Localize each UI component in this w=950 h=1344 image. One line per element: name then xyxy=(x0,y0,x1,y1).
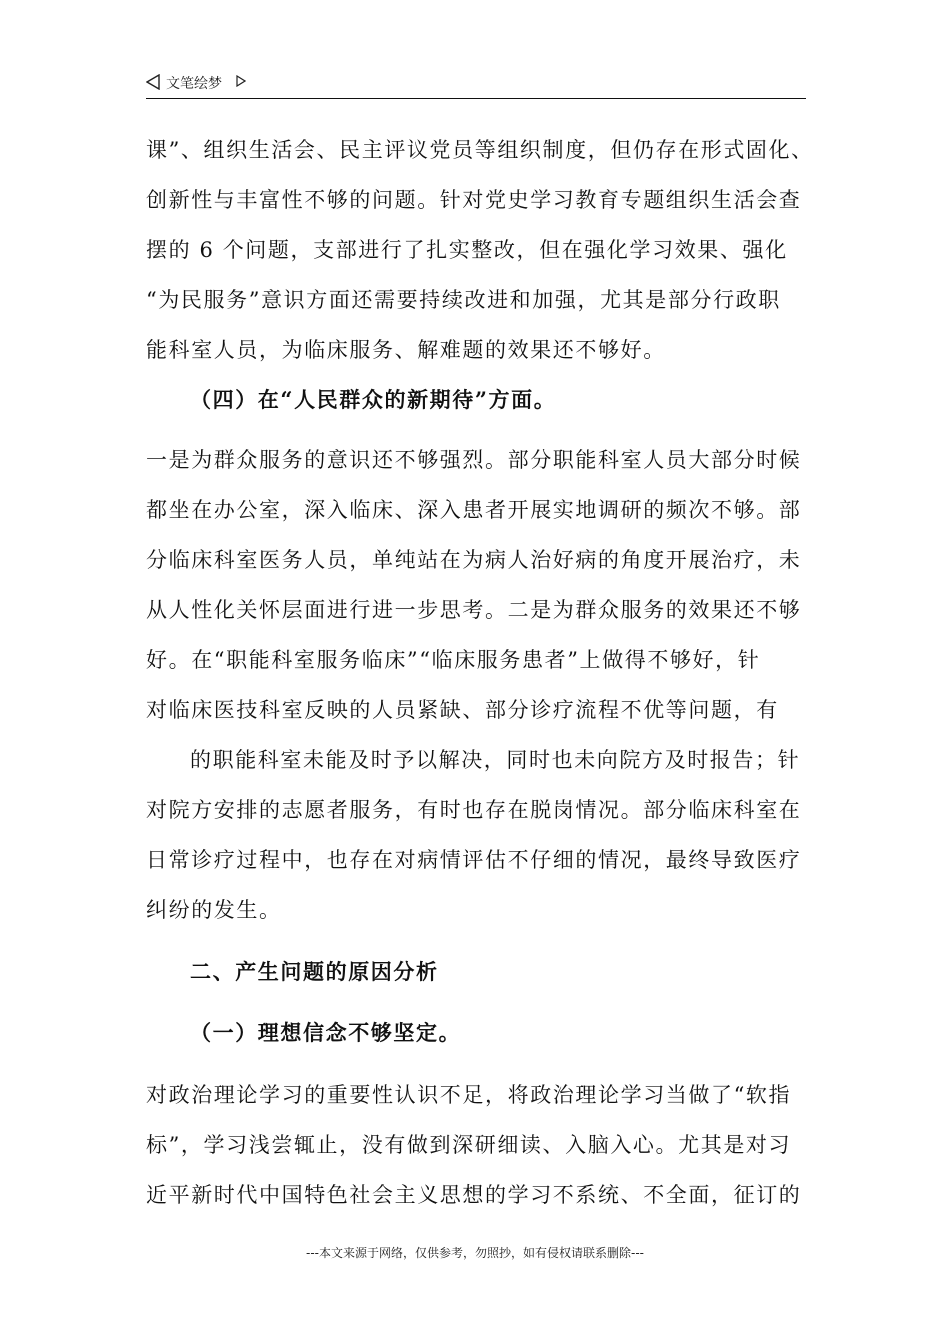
paragraph-2-line: 对临床医技科室反映的人员紧缺、部分诊疗流程不优等问题，有 xyxy=(146,698,779,722)
section-heading-4: （四）在“人民群众的新期待”方面。 xyxy=(190,387,557,412)
paragraph-1-line: 课”、组织生活会、民主评议党员等组织制度，但仍存在形式固化、 xyxy=(146,138,814,162)
footer-disclaimer: ---本文来源于网络，仅供参考，勿照抄，如有侵权请联系删除--- xyxy=(306,1246,644,1260)
paragraph-3-line: 的职能科室未能及时予以解决，同时也未向院方及时报告；针 xyxy=(190,748,801,772)
paragraph-2-line: 分临床科室医务人员，单纯站在为病人治好病的角度开展治疗，未 xyxy=(146,548,802,572)
paragraph-1-line: 摆的 6 个问题，支部进行了扎实整改，但在强化学习效果、强化 xyxy=(146,238,788,262)
section-heading-2: 二、产生问题的原因分析 xyxy=(190,959,439,984)
paragraph-1-line: 创新性与丰富性不够的问题。针对党史学习教育专题组织生活会查 xyxy=(146,188,802,212)
paragraph-1-line: “为民服务”意识方面还需要持续改进和加强，尤其是部分行政职 xyxy=(146,288,781,312)
paragraph-3-line: 日常诊疗过程中，也存在对病情评估不仔细的情况，最终导致医疗 xyxy=(146,848,802,872)
paragraph-3-line: 纠纷的发生。 xyxy=(146,898,282,922)
paragraph-3-line: 对院方安排的志愿者服务，有时也存在脱岗情况。部分临床科室在 xyxy=(146,798,802,822)
paragraph-1-line: 能科室人员，为临床服务、解难题的效果还不够好。 xyxy=(146,338,666,362)
header-title: 文笔绘梦 xyxy=(166,76,222,92)
header-divider xyxy=(146,98,806,99)
triangle-left-icon xyxy=(146,74,160,90)
subsection-heading-1: （一）理想信念不够坚定。 xyxy=(190,1020,462,1045)
paragraph-4-line: 标”，学习浅尝辄止，没有做到深研细读、入脑入心。尤其是对习 xyxy=(146,1133,792,1157)
paragraph-4-line: 近平新时代中国特色社会主义思想的学习不系统、不全面，征订的 xyxy=(146,1183,802,1207)
paragraph-2-line: 从人性化关怀层面进行进一步思考。二是为群众服务的效果还不够 xyxy=(146,598,802,622)
page-header xyxy=(146,70,806,98)
paragraph-4-line: 对政治理论学习的重要性认识不足，将政治理论学习当做了“软指 xyxy=(146,1083,792,1107)
paragraph-2-line: 好。在“职能科室服务临床”“临床服务患者”上做得不够好，针 xyxy=(146,648,761,672)
paragraph-2-line: 都坐在办公室，深入临床、深入患者开展实地调研的频次不够。部 xyxy=(146,498,802,522)
triangle-right-icon xyxy=(236,75,246,87)
paragraph-2-line: 一是为群众服务的意识还不够强烈。部分职能科室人员大部分时候 xyxy=(146,448,802,472)
